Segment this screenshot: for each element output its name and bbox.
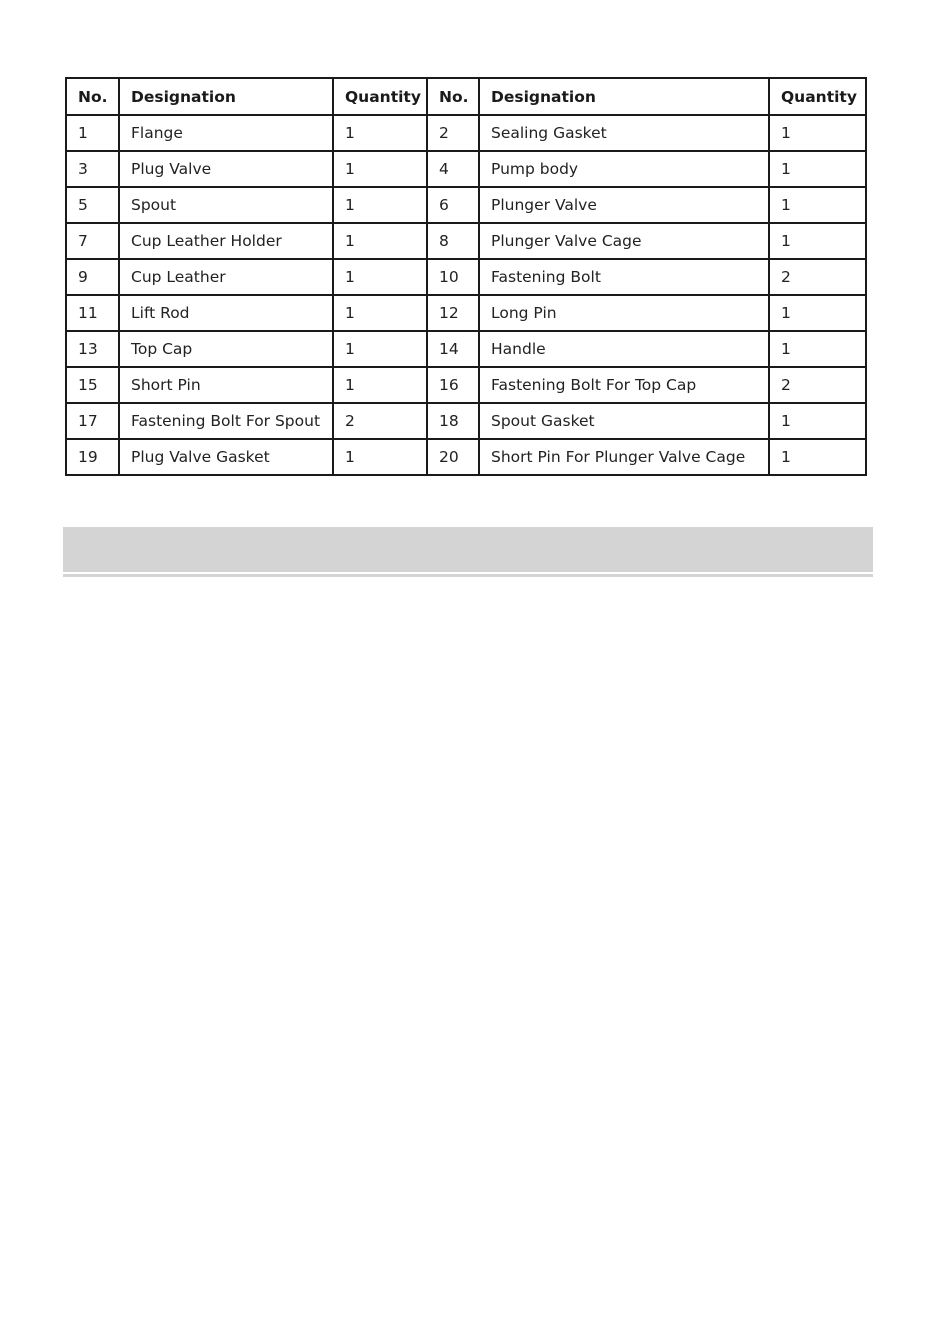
- cell-designation: Cup Leather Holder: [119, 223, 333, 259]
- cell-designation: Spout: [119, 187, 333, 223]
- parts-table-header: [66, 78, 866, 115]
- cell-designation: Plug Valve Gasket: [119, 439, 333, 475]
- cell-quantity: 1: [333, 223, 427, 259]
- cell-quantity: 1: [769, 115, 866, 151]
- cell-no: 5: [66, 187, 119, 223]
- cell-designation: Short Pin: [119, 367, 333, 403]
- header-quantity-right: Quantity: [769, 78, 866, 115]
- cell-designation: Long Pin: [479, 295, 769, 331]
- cell-quantity: 1: [333, 439, 427, 475]
- table-row: [66, 223, 866, 259]
- cell-designation: Top Cap: [119, 331, 333, 367]
- cell-no: 13: [66, 331, 119, 367]
- section-header-bar: [63, 527, 873, 572]
- cell-designation: Plunger Valve: [479, 187, 769, 223]
- cell-no: 3: [66, 151, 119, 187]
- table-row: [66, 259, 866, 295]
- cell-designation: Handle: [479, 331, 769, 367]
- cell-no: 15: [66, 367, 119, 403]
- cell-no: 12: [427, 295, 479, 331]
- cell-no: 10: [427, 259, 479, 295]
- cell-designation: Spout Gasket: [479, 403, 769, 439]
- parts-table-body: [66, 115, 866, 475]
- cell-no: 4: [427, 151, 479, 187]
- table-row: [66, 187, 866, 223]
- header-no-left: No.: [66, 78, 119, 115]
- parts-table: [65, 77, 867, 476]
- cell-quantity: 1: [333, 115, 427, 151]
- cell-quantity: 2: [769, 259, 866, 295]
- cell-no: 1: [66, 115, 119, 151]
- cell-no: 14: [427, 331, 479, 367]
- cell-quantity: 1: [769, 295, 866, 331]
- header-quantity-left: Quantity: [333, 78, 427, 115]
- cell-no: 8: [427, 223, 479, 259]
- cell-quantity: 1: [333, 367, 427, 403]
- cell-no: 19: [66, 439, 119, 475]
- cell-quantity: 1: [769, 151, 866, 187]
- header-no-right: No.: [427, 78, 479, 115]
- cell-designation: Lift Rod: [119, 295, 333, 331]
- cell-no: 17: [66, 403, 119, 439]
- section-divider: [63, 574, 873, 577]
- table-row: [66, 295, 866, 331]
- cell-designation: Cup Leather: [119, 259, 333, 295]
- cell-designation: Fastening Bolt For Spout: [119, 403, 333, 439]
- header-designation-right: Designation: [479, 78, 769, 115]
- cell-quantity: 1: [333, 295, 427, 331]
- table-row: [66, 367, 866, 403]
- cell-quantity: 1: [769, 439, 866, 475]
- cell-no: 9: [66, 259, 119, 295]
- cell-designation: Fastening Bolt For Top Cap: [479, 367, 769, 403]
- cell-quantity: 2: [769, 367, 866, 403]
- cell-no: 11: [66, 295, 119, 331]
- cell-no: 20: [427, 439, 479, 475]
- header-row: [66, 78, 866, 115]
- cell-quantity: 1: [769, 187, 866, 223]
- cell-designation: Sealing Gasket: [479, 115, 769, 151]
- cell-no: 16: [427, 367, 479, 403]
- cell-quantity: 1: [333, 331, 427, 367]
- cell-quantity: 1: [333, 187, 427, 223]
- header-designation-left: Designation: [119, 78, 333, 115]
- table-row: [66, 403, 866, 439]
- cell-quantity: 1: [769, 403, 866, 439]
- cell-no: 2: [427, 115, 479, 151]
- table-row: [66, 331, 866, 367]
- cell-quantity: 1: [333, 151, 427, 187]
- table-row: [66, 439, 866, 475]
- cell-designation: Flange: [119, 115, 333, 151]
- cell-no: 18: [427, 403, 479, 439]
- cell-designation: Fastening Bolt: [479, 259, 769, 295]
- table-row: [66, 151, 866, 187]
- cell-quantity: 1: [769, 223, 866, 259]
- cell-designation: Pump body: [479, 151, 769, 187]
- cell-no: 6: [427, 187, 479, 223]
- cell-designation: Short Pin For Plunger Valve Cage: [479, 439, 769, 475]
- cell-quantity: 1: [769, 331, 866, 367]
- cell-designation: Plunger Valve Cage: [479, 223, 769, 259]
- cell-designation: Plug Valve: [119, 151, 333, 187]
- cell-no: 7: [66, 223, 119, 259]
- cell-quantity: 1: [333, 259, 427, 295]
- table-row: [66, 115, 866, 151]
- cell-quantity: 2: [333, 403, 427, 439]
